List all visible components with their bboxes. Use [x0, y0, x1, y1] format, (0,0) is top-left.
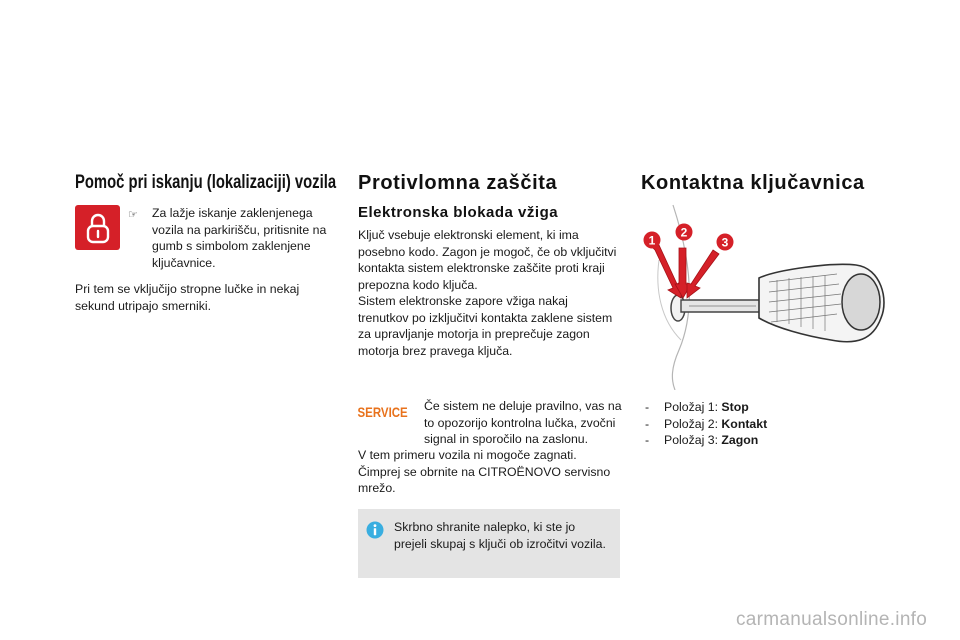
position-label: Položaj 2:: [664, 416, 722, 431]
text-line: Za lažje iskanje zaklenjenega: [152, 206, 313, 220]
service-label: SERVICE: [357, 404, 409, 420]
ignition-key-illustration: [641, 200, 891, 390]
service-followup-text: [358, 447, 610, 497]
text-line: Če sistem ne deluje pravilno, vas na: [424, 399, 622, 413]
text-line: Čimprej se obrnite na CITROËNOVO servisno: [358, 464, 611, 479]
list-item: [645, 432, 767, 449]
hand-pointer-icon: ☞: [128, 209, 138, 221]
service-warning-text: [424, 398, 622, 448]
watermark: carmanualsonline.info: [736, 609, 928, 630]
padlock-icon: [83, 211, 113, 245]
position-arrows: [653, 245, 719, 298]
text-line: V tem primeru vozila ni mogoče zagnati.: [358, 448, 577, 462]
key-ring-hole: [842, 274, 880, 330]
ignition-positions-list: [645, 399, 767, 449]
position-marker-2: [676, 224, 693, 241]
section-title-ignition-switch: Kontaktna ključavnica: [641, 172, 865, 194]
position-marker-3: [717, 234, 734, 251]
list-item: [645, 416, 767, 433]
marker-label: 1: [648, 233, 656, 248]
text-line: trenutkov po izključitvi kontakta zaklene sistem: [358, 310, 613, 325]
section-title-vehicle-locator: Pomoč pri iskanju (lokalizaciji) vozila: [75, 172, 337, 193]
marker-label: 3: [721, 235, 729, 250]
position-label: Položaj 1:: [664, 400, 722, 414]
marker-label: 2: [680, 225, 688, 240]
text-line: prepozna kodo ključa.: [358, 277, 478, 292]
section-title-anti-theft: Protivlomna zaščita: [358, 172, 558, 194]
text-line: gumb s simbolom zaklenjene: [152, 239, 311, 253]
position-label: Položaj 3:: [664, 433, 722, 447]
text-line: motorja brez pravega ključa.: [358, 343, 513, 358]
info-note-text: [394, 519, 606, 552]
position-value: Stop: [721, 400, 749, 414]
list-dash: -: [645, 433, 650, 447]
text-line: mrežo.: [358, 481, 396, 495]
text-line: kontakta sistem elektronske zaščite proti kraji: [358, 261, 605, 275]
text-line: Ključ vsebuje elektronski element, ki ima: [358, 228, 579, 242]
text-line: posebno kodo. Zagon je mogoč, če ob vključitvi: [358, 244, 617, 259]
text-line: prejeli skupaj s ključi ob izročitvi vozila.: [394, 536, 606, 551]
subsection-title-immobiliser: Elektronska blokada vžiga: [358, 204, 559, 221]
list-item: [645, 399, 767, 416]
list-dash: -: [645, 400, 650, 414]
text-line: za upravljanje motorja in preprečuje zagon: [358, 327, 590, 341]
info-note: [358, 509, 620, 578]
text-line: ključavnice.: [152, 255, 216, 270]
lock-button-symbol: [75, 205, 120, 250]
immobiliser-description: [358, 227, 616, 359]
text-line: vozila na parkirišču, pritisnite na: [152, 222, 327, 237]
position-marker-1: [644, 232, 661, 249]
text-line: to opozorijo kontrolna lučka, zvočni: [424, 415, 616, 430]
text-line: Skrbno shranite nalepko, ki ste jo: [394, 520, 576, 534]
position-value: Kontakt: [721, 416, 768, 431]
text-line: sekund utripajo smerniki.: [75, 298, 212, 313]
text-line: Pri tem se vključijo stropne lučke in nekaj: [75, 282, 300, 296]
list-dash: -: [645, 416, 650, 431]
locator-description: [75, 281, 299, 314]
text-line: signal in sporočilo na zaslonu.: [424, 432, 589, 446]
locator-instruction: [152, 205, 326, 271]
position-value: Zagon: [721, 433, 759, 447]
service-warning-icon: [358, 397, 408, 427]
text-line: Sistem elektronske zapore vžiga nakaj: [358, 294, 568, 308]
info-icon: [366, 521, 384, 539]
